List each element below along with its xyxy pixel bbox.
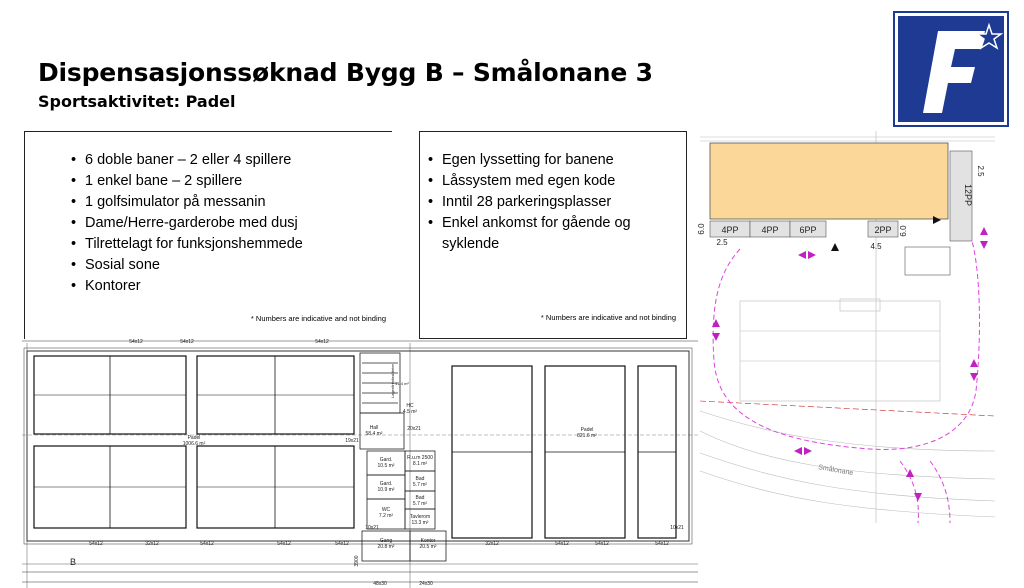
disclaimer-note: * Numbers are indicative and not binding	[250, 314, 386, 323]
room-label: Padel	[187, 435, 201, 441]
parking-label: 4PP	[721, 225, 739, 235]
dimension-label: 32x12	[485, 541, 499, 547]
list-item: • 1 enkel bane – 2 spillere	[71, 171, 303, 192]
dimension-label: 54x12	[555, 541, 569, 547]
dimension-label: 54x12	[655, 541, 669, 547]
dimension-label: 54x12	[335, 541, 349, 547]
dimension-label: 6.0	[899, 225, 908, 237]
dimension-label: 2.5	[976, 165, 985, 177]
list-item: • Egen lyssetting for banene	[428, 150, 672, 171]
room-area: 41.4 m²	[395, 381, 409, 386]
list-item: • Inntil 28 parkeringsplasser	[428, 192, 672, 213]
page-subtitle: Sportsaktivitet: Padel	[38, 92, 236, 111]
dimension-label: 20x21	[407, 426, 421, 432]
page-title: Dispensasjonssøknad Bygg B – Smålonane 3	[38, 58, 653, 87]
dimension-label: 54x12	[595, 541, 609, 547]
room-label: Tavlerom	[409, 514, 431, 520]
road-label: Smålonane	[817, 464, 854, 478]
dimension-label: 19x21	[345, 438, 359, 444]
company-logo	[893, 11, 1009, 127]
dimension-label: 32x12	[145, 541, 159, 547]
parking-label: 12PP	[963, 183, 973, 207]
room-label: R.u.m 2500	[407, 455, 433, 461]
dimension-label: 48x30	[373, 581, 387, 587]
room-area: 7.2 m²	[378, 513, 394, 519]
dimension-label: 54x12	[315, 339, 329, 345]
disclaimer-note: * Numbers are indicative and not binding	[540, 313, 676, 322]
room-label: Bad	[415, 495, 425, 501]
dimension-label: 3900	[354, 555, 360, 567]
grid-label: B	[70, 557, 77, 567]
room-area: 10.5 m²	[377, 463, 395, 469]
dimension-label: 10x21	[670, 525, 684, 531]
room-label: Gard.	[379, 457, 393, 463]
features-list-left	[71, 150, 303, 297]
dimension-label: 10x21	[365, 525, 379, 531]
dimension-label: 24x30	[419, 581, 433, 587]
room-label: Padel	[580, 427, 594, 433]
room-label: Kontor	[420, 538, 436, 544]
list-item: • 1 golfsimulator på messanin	[71, 192, 303, 213]
room-area: 821.6 m²	[577, 433, 597, 439]
room-label: Bad	[415, 476, 425, 482]
features-list-right	[428, 150, 672, 255]
room-label: Hall	[369, 425, 379, 431]
room-area: 20.5 m²	[419, 544, 437, 550]
list-item: • 6 doble baner – 2 eller 4 spillere	[71, 150, 303, 171]
dimension-label: 54x12	[129, 339, 143, 345]
list-item: • Enkel ankomst for gående og syklende	[428, 213, 672, 255]
room-area: 4.5 m²	[402, 409, 418, 415]
room-area: 1006.6 m²	[182, 441, 206, 447]
room-label: HC	[406, 403, 414, 409]
dimension-label: 54x12	[277, 541, 291, 547]
list-item: • Dame/Herre-garderobe med dusj	[71, 213, 303, 234]
room-area: 8.1 m²	[412, 461, 428, 467]
room-area: 5.7 m²	[412, 501, 428, 507]
room-label: Gard.	[379, 481, 393, 487]
dimension-label: 2.5	[716, 238, 728, 247]
room-area: 10.9 m²	[377, 487, 395, 493]
features-box-left	[24, 131, 392, 339]
room-label: Gang	[379, 538, 393, 544]
parking-label: 4PP	[761, 225, 779, 235]
dimension-label: 54x12	[200, 541, 214, 547]
list-item: • Låssystem med egen kode	[428, 171, 672, 192]
site-plan	[697, 131, 995, 523]
room-area: 58.4 m²	[365, 431, 383, 437]
dimension-label: 4.5	[870, 242, 882, 251]
dimension-label: 54x12	[180, 339, 194, 345]
features-box-right	[419, 131, 687, 339]
room-label: Lager/trimfasiliteter	[390, 363, 395, 399]
floor-plan	[22, 339, 698, 588]
list-item: • Kontorer	[71, 276, 303, 297]
list-item: • Tilrettelagt for funksjonshemmede	[71, 234, 303, 255]
room-area: 20.8 m²	[377, 544, 395, 550]
room-label: WC	[381, 507, 391, 513]
parking-label: 2PP	[874, 225, 892, 235]
parking-label: 6PP	[799, 225, 817, 235]
dimension-label: 54x12	[89, 541, 103, 547]
list-item: • Sosial sone	[71, 255, 303, 276]
dimension-label: 6.0	[697, 223, 706, 235]
room-area: 5.7 m²	[412, 482, 428, 488]
room-area: 13.3 m²	[411, 520, 429, 526]
